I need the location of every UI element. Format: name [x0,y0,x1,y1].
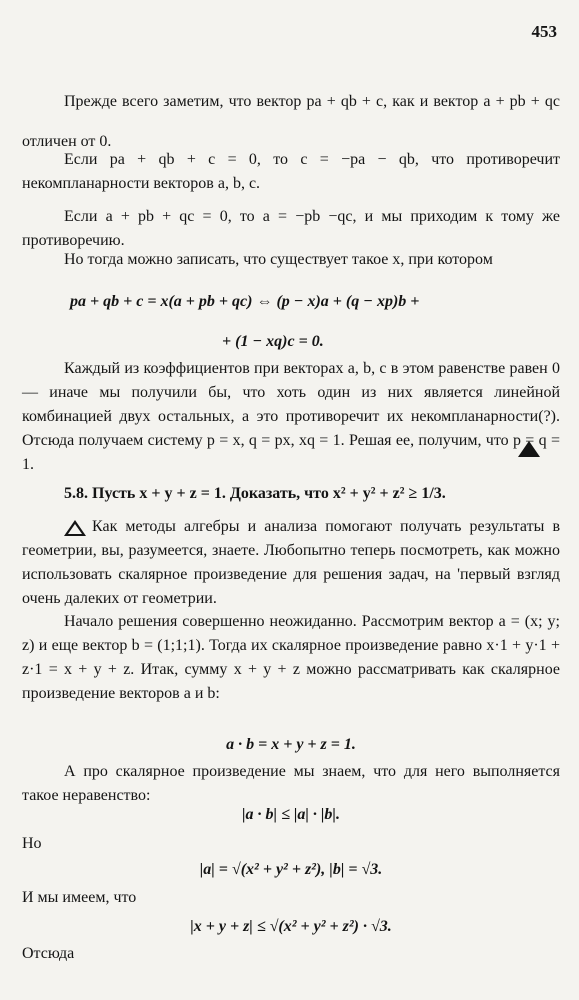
paragraph-2: Если pa + qb + c = 0, то c = −pa − qb, что противоречит некомпланарности векторов a, b, c. [22,151,560,192]
end-of-proof-triangle [518,441,540,457]
paragraph-5: Каждый из коэффициентов при векторах a, b, c в этом равенстве равен 0 — иначе мы получили бы, что хоть один из них является линейной комбинацией двух остальных, а это противоречит их некомпланарности(?). Отсюда получаем систему p = x, q = px, xq = 1. Решая ее, получим, что p = q = 1. [22,360,560,473]
equation-4: |a · b| ≤ |a| · |b|. [242,806,340,823]
page-number: 453 [531,22,557,41]
paragraph-9: Но [22,835,42,852]
equation-5: |a| = √(x² + y² + z²), |b| = √3. [199,861,383,878]
paragraph-8: А про скалярное произведение мы знаем, что для него выполняется такое неравенство: [22,763,560,804]
equation-6: |x + y + z| ≤ √(x² + y² + z²) · √3. [190,918,392,935]
paragraph-3: Если a + pb + qc = 0, то a = −pb −qc, и мы приходим к тому же противоречию. [22,208,560,249]
paragraph-11: Отсюда [22,945,75,962]
paragraph-4: Но тогда можно записать, что существует такое x, при котором [64,251,493,268]
equation-3: a · b = x + y + z = 1. [226,736,356,753]
equation-2: + (1 − xq)c = 0. [222,333,324,350]
paragraph-6: Как методы алгебры и анализа помогают получать результаты в геометрии, вы, разумеется, знаете. Любопытно теперь посмотреть, как можно использовать скалярное произведение для решения задач, на 'первый взгляд очень далеких от геометрии. [22,518,560,607]
paragraph-7: Начало решения совершенно неожиданно. Рассмотрим вектор a = (x; y; z) и еще вектор b = (1;1;1). Тогда их скалярное произведение равно x·1 + y·1 + z·1 = x + y + z. Итак, сумму x + y + z можно рассматривать как скалярное произведение векторов a и b: [22,613,560,702]
problem-5-8: 5.8. Пусть x + y + z = 1. Доказать, что x² + y² + z² ≥ 1/3. [64,485,446,502]
paragraph-10: И мы имеем, что [22,889,137,906]
equation-1: pa + qb + c = x(a + pb + qc) ⇔ (p − x)a + (q − xp)b + [70,293,420,310]
paragraph-1: Прежде всего заметим, что вектор pa + qb + c, как и вектор a + pb + qc отличен от 0. [22,93,560,150]
